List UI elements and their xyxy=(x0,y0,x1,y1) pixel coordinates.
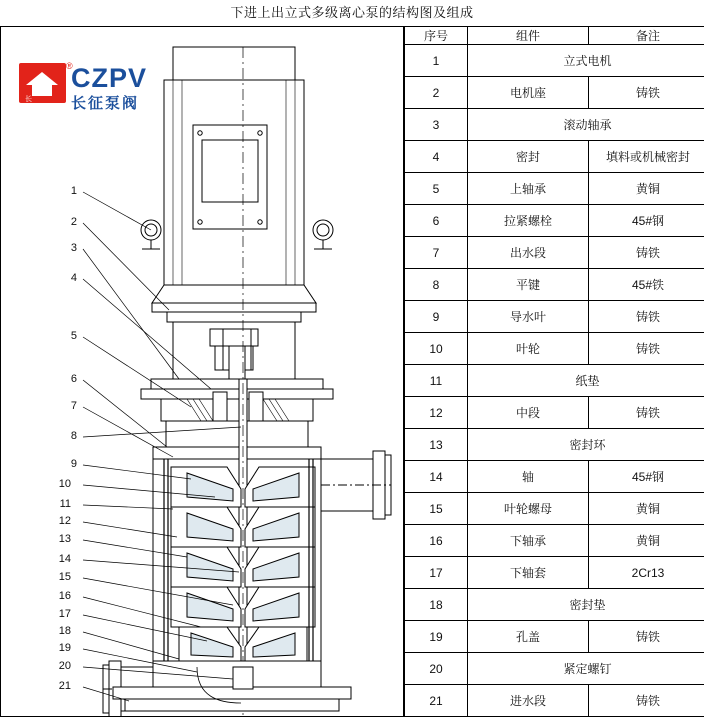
cell-note: 铸铁 xyxy=(589,301,704,333)
table-row xyxy=(405,621,704,653)
table-row xyxy=(405,653,704,685)
logo-latin-text: CZPV xyxy=(71,63,148,93)
cell-part: 纸垫 xyxy=(468,365,704,397)
callout-1: 1 xyxy=(70,185,77,197)
cell-part: 拉紧螺栓 xyxy=(468,205,589,237)
cell-part: 上轴承 xyxy=(468,173,589,205)
cell-note: 黄铜 xyxy=(589,493,704,525)
callout-5: 5 xyxy=(70,330,77,342)
cell-note: 铸铁 xyxy=(589,621,704,653)
callout-15: 15 xyxy=(58,571,71,583)
cell-no: 19 xyxy=(405,621,468,653)
cell-no: 20 xyxy=(405,653,468,685)
cell-part: 紧定螺钉 xyxy=(468,653,704,685)
cell-part: 孔盖 xyxy=(468,621,589,653)
cell-no: 1 xyxy=(405,45,468,77)
callout-14: 14 xyxy=(58,553,71,565)
header-part: 组件 xyxy=(468,27,589,45)
table-row xyxy=(405,205,704,237)
cell-no: 8 xyxy=(405,269,468,301)
diagram-panel xyxy=(0,26,404,717)
cell-no: 13 xyxy=(405,429,468,461)
cell-no: 10 xyxy=(405,333,468,365)
cell-note: 铸铁 xyxy=(589,333,704,365)
table-row xyxy=(405,429,704,461)
table-row xyxy=(405,589,704,621)
cell-no: 9 xyxy=(405,301,468,333)
cell-no: 17 xyxy=(405,557,468,589)
cell-part: 平键 xyxy=(468,269,589,301)
cell-part: 密封环 xyxy=(468,429,704,461)
callout-21: 21 xyxy=(58,680,71,692)
logo-chinese-text: 长征泵阀 xyxy=(71,95,140,112)
cell-part: 密封垫 xyxy=(468,589,704,621)
table-row xyxy=(405,365,704,397)
cell-note: 铸铁 xyxy=(589,77,704,109)
table-row xyxy=(405,333,704,365)
cell-part: 导水叶 xyxy=(468,301,589,333)
cell-part: 滚动轴承 xyxy=(468,109,704,141)
table-row xyxy=(405,269,704,301)
logo-mark-left: 长 xyxy=(25,96,33,103)
table-row xyxy=(405,525,704,557)
cell-no: 4 xyxy=(405,141,468,173)
page-title: 下进上出立式多级离心泵的结构图及组成 xyxy=(230,5,474,20)
table-row xyxy=(405,461,704,493)
callout-10: 10 xyxy=(58,478,71,490)
cell-no: 5 xyxy=(405,173,468,205)
cell-no: 7 xyxy=(405,237,468,269)
cell-part: 立式电机 xyxy=(468,45,704,77)
callout-9: 9 xyxy=(70,458,77,470)
cell-no: 18 xyxy=(405,589,468,621)
table-row xyxy=(405,685,704,717)
cell-part: 电机座 xyxy=(468,77,589,109)
cell-no: 21 xyxy=(405,685,468,717)
callout-16: 16 xyxy=(58,590,71,602)
cell-no: 14 xyxy=(405,461,468,493)
cell-note: 铸铁 xyxy=(589,685,704,717)
callout-12: 12 xyxy=(58,515,71,527)
callout-6: 6 xyxy=(70,373,77,385)
table-row xyxy=(405,301,704,333)
callout-7: 7 xyxy=(70,400,77,412)
table-row xyxy=(405,557,704,589)
cell-no: 15 xyxy=(405,493,468,525)
cell-part: 中段 xyxy=(468,397,589,429)
cell-part: 下轴承 xyxy=(468,525,589,557)
callout-8: 8 xyxy=(70,430,77,442)
header-note: 备注 xyxy=(589,27,704,45)
cell-no: 6 xyxy=(405,205,468,237)
cell-part: 密封 xyxy=(468,141,589,173)
table-row xyxy=(405,77,704,109)
callout-4: 4 xyxy=(70,272,77,284)
table-row xyxy=(405,493,704,525)
cell-note: 铸铁 xyxy=(589,237,704,269)
callout-20: 20 xyxy=(58,660,71,672)
content-area xyxy=(0,26,704,717)
cell-no: 2 xyxy=(405,77,468,109)
cell-part: 进水段 xyxy=(468,685,589,717)
callout-13: 13 xyxy=(58,533,71,545)
table-row xyxy=(405,173,704,205)
cell-part: 出水段 xyxy=(468,237,589,269)
callout-18: 18 xyxy=(58,625,71,637)
cell-no: 12 xyxy=(405,397,468,429)
cell-part: 轴 xyxy=(468,461,589,493)
registered-icon: ® xyxy=(66,61,73,71)
cell-part: 叶轮螺母 xyxy=(468,493,589,525)
cell-note: 2Cr13 xyxy=(589,557,704,589)
cell-note: 铸铁 xyxy=(589,397,704,429)
cell-note: 45#铁 xyxy=(589,269,704,301)
parts-table xyxy=(404,26,704,717)
cell-note: 45#钢 xyxy=(589,205,704,237)
table-row xyxy=(405,141,704,173)
parts-table-panel xyxy=(404,26,704,717)
cell-note: 填料或机械密封 xyxy=(589,141,704,173)
table-row xyxy=(405,237,704,269)
cell-note: 黄铜 xyxy=(589,173,704,205)
cell-part: 叶轮 xyxy=(468,333,589,365)
callout-19: 19 xyxy=(58,642,71,654)
table-row xyxy=(405,397,704,429)
header-no: 序号 xyxy=(405,27,468,45)
cell-note: 45#钢 xyxy=(589,461,704,493)
cell-no: 16 xyxy=(405,525,468,557)
table-row xyxy=(405,45,704,77)
cell-note: 黄铜 xyxy=(589,525,704,557)
table-header-row xyxy=(405,27,704,45)
callout-3: 3 xyxy=(70,242,77,254)
table-row xyxy=(405,109,704,141)
cell-part: 下轴套 xyxy=(468,557,589,589)
callout-11: 11 xyxy=(59,498,71,510)
callout-2: 2 xyxy=(70,216,77,228)
cell-no: 11 xyxy=(405,365,468,397)
cell-no: 3 xyxy=(405,109,468,141)
callout-17: 17 xyxy=(58,608,71,620)
